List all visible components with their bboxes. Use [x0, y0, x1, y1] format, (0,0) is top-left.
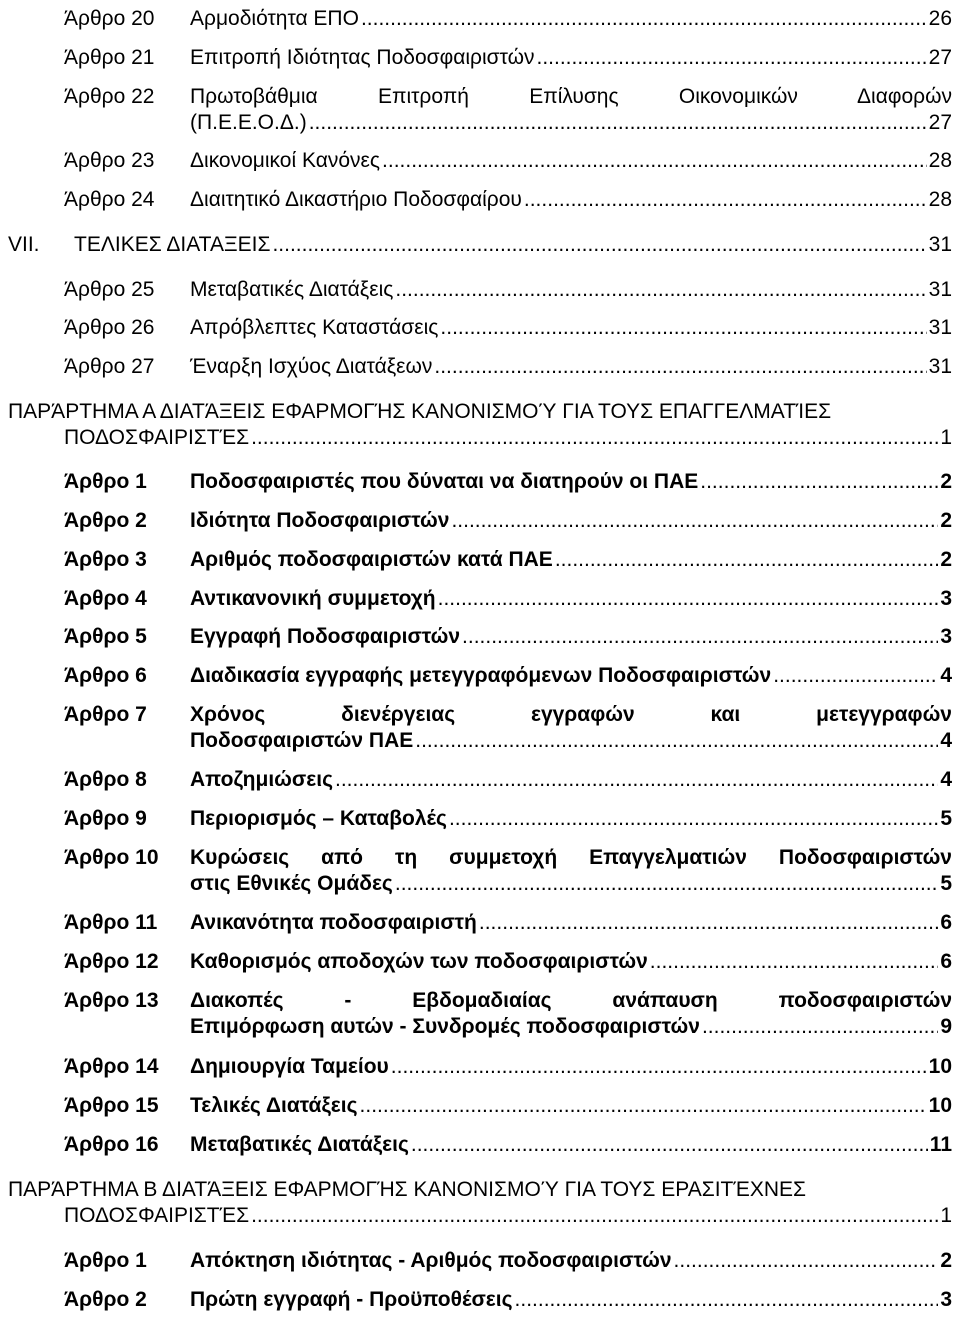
article-title: Αριθμός ποδοσφαιριστών κατά ΠΑΕ: [190, 548, 553, 571]
appendix-title-line2: ΠΟΔΟΣΦΑΙΡΙΣΤΈΣ: [64, 1204, 250, 1227]
toc-entry-a-article-3: [64, 547, 952, 573]
article-number: Άρθρο 14: [64, 1055, 159, 1078]
article-title: Δημιουργία Ταμείου: [190, 1055, 389, 1078]
toc-entry-a-article-8: [64, 767, 952, 793]
toc-entry-b-article-2: [64, 1287, 952, 1313]
page-number: 4: [940, 729, 952, 752]
toc-entry-a-article-9: [64, 806, 952, 832]
article-number: Άρθρο 6: [64, 664, 147, 687]
article-title: Μεταβατικές Διατάξεις: [190, 278, 394, 301]
page-number: 3: [940, 587, 952, 610]
dot-leader: [700, 469, 938, 495]
article-title-line1: Πρωτοβάθμια Επιτροπή Επίλυσης Οικονομικών Διαφορών: [190, 85, 952, 108]
article-number: Άρθρο 2: [64, 509, 147, 532]
page-number: 9: [940, 1015, 952, 1038]
article-number: Άρθρο 16: [64, 1133, 159, 1156]
dot-leader: [335, 767, 938, 793]
article-title: (Π.Ε.Ε.Ο.Δ.): [190, 111, 307, 134]
toc-entry-a-article-15: [64, 1093, 952, 1119]
page-number: 11: [929, 1133, 952, 1156]
dot-leader: [451, 508, 938, 534]
article-title: Ποδοσφαιριστές που δύναται να διατηρούν οι ΠΑΕ: [190, 470, 699, 493]
page-number: 2: [940, 470, 952, 493]
toc-entry-a-article-13: [64, 988, 952, 1040]
article-number: Άρθρο 10: [64, 846, 159, 869]
article-number: Άρθρο 12: [64, 950, 159, 973]
page-number: 6: [940, 950, 952, 973]
article-number: Άρθρο 5: [64, 625, 147, 648]
toc-entry-article-26: [64, 315, 952, 341]
toc-entry-a-article-4: [64, 586, 952, 612]
page-number: 2: [940, 1249, 952, 1272]
dot-leader: [395, 871, 938, 897]
page-number: 3: [940, 625, 952, 648]
article-number: Άρθρο 9: [64, 807, 147, 830]
toc-entry-article-24: [64, 187, 952, 213]
toc-entry-a-article-2: [64, 508, 952, 534]
toc-entry-article-21: [64, 45, 952, 71]
article-number: Άρθρο 24: [64, 188, 155, 211]
toc-appendix-b: [8, 1177, 952, 1229]
toc-appendix-a: [8, 399, 952, 451]
article-number: Άρθρο 8: [64, 768, 147, 791]
page-number: 28: [928, 188, 952, 211]
dot-leader: [537, 45, 927, 71]
toc-entry-a-article-7: [64, 702, 952, 754]
article-title-line1: Διακοπές - Εβδομαδιαίας ανάπαυση ποδοσφαιριστών: [190, 989, 952, 1012]
toc-section-vii: [8, 232, 952, 258]
article-number: Άρθρο 7: [64, 703, 147, 726]
article-title: Περιορισμός – Καταβολές: [190, 807, 447, 830]
dot-leader: [438, 586, 939, 612]
article-title: Ιδιότητα Ποδοσφαιριστών: [190, 509, 450, 532]
article-number: Άρθρο 13: [64, 989, 159, 1012]
dot-leader: [479, 910, 938, 936]
toc-entry-a-article-16: [64, 1132, 952, 1158]
dot-leader: [251, 425, 938, 451]
toc-entry-a-article-11: [64, 910, 952, 936]
toc-entry-article-27: [64, 354, 952, 380]
dot-leader: [272, 232, 926, 258]
page-number: 31: [928, 233, 952, 256]
dot-leader: [309, 110, 927, 136]
dot-leader: [395, 277, 926, 303]
page-number: 31: [928, 316, 952, 339]
article-title: στις Εθνικές Ομάδες: [190, 872, 393, 895]
page-number: 31: [928, 278, 952, 301]
article-title: Καθορισμός αποδοχών των ποδοσφαιριστών: [190, 950, 648, 973]
appendix-title-line1: ΠΑΡΆΡΤΗΜΑ Β ΔΙΑΤΆΞΕΙΣ ΕΦΑΡΜΟΓΉΣ ΚΑΝΟΝΙΣΜΟΎ ΓΙΑ ΤΟΥΣ ΕΡΑΣΙΤΈΧΝΕΣ: [8, 1178, 806, 1201]
dot-leader: [440, 315, 926, 341]
page-number: 10: [928, 1094, 952, 1117]
page-number: 4: [940, 768, 952, 791]
page-number: 5: [940, 872, 952, 895]
page-number: 3: [940, 1288, 952, 1311]
article-number: Άρθρο 26: [64, 316, 155, 339]
article-title: Έναρξη Ισχύος Διατάξεων: [190, 355, 433, 378]
toc-entry-article-20: [64, 6, 952, 32]
toc-entry-a-article-5: [64, 624, 952, 650]
page-number: 27: [928, 111, 952, 134]
toc-entry-b-article-1: [64, 1248, 952, 1274]
dot-leader: [702, 1014, 938, 1040]
dot-leader: [524, 187, 927, 213]
article-title: Πρώτη εγγραφή - Προϋποθέσεις: [190, 1288, 513, 1311]
article-number: Άρθρο 3: [64, 548, 147, 571]
dot-leader: [674, 1248, 939, 1274]
dot-leader: [462, 624, 938, 650]
article-title: Τελικές Διατάξεις: [190, 1094, 358, 1117]
article-number: Άρθρο 25: [64, 278, 155, 301]
appendix-title-line2: ΠΟΔΟΣΦΑΙΡΙΣΤΈΣ: [64, 426, 250, 449]
article-title: Δικονομικοί Κανόνες: [190, 149, 381, 172]
article-title: Διαιτητικό Δικαστήριο Ποδοσφαίρου: [190, 188, 522, 211]
dot-leader: [360, 1093, 927, 1119]
article-number: Άρθρο 22: [64, 85, 155, 108]
page-number: 1: [940, 1204, 952, 1227]
dot-leader: [515, 1287, 939, 1313]
article-title-line1: Κυρώσεις από τη συμμετοχή Επαγγελματιών Ποδοσφαιριστών: [190, 846, 952, 869]
page-number: 31: [928, 355, 952, 378]
toc-entry-a-article-1: [64, 469, 952, 495]
article-number: Άρθρο 11: [64, 911, 158, 934]
article-title: Αρμοδιότητα ΕΠΟ: [190, 7, 359, 30]
article-number: Άρθρο 21: [64, 46, 155, 69]
dot-leader: [251, 1203, 938, 1229]
toc-entry-a-article-12: [64, 949, 952, 975]
article-title: Ανικανότητα ποδοσφαιριστή: [190, 911, 477, 934]
page-number: 1: [940, 426, 952, 449]
page-number: 2: [940, 548, 952, 571]
dot-leader: [773, 663, 938, 689]
article-title: Εγγραφή Ποδοσφαιριστών: [190, 625, 461, 648]
dot-leader: [434, 354, 926, 380]
toc-entry-a-article-6: [64, 663, 952, 689]
article-number: Άρθρο 1: [64, 1249, 147, 1272]
article-number: Άρθρο 1: [64, 470, 147, 493]
page-number: 5: [940, 807, 952, 830]
appendix-title-line1: ΠΑΡΆΡΤΗΜΑ Α ΔΙΑΤΆΞΕΙΣ ΕΦΑΡΜΟΓΉΣ ΚΑΝΟΝΙΣΜΟΎ ΓΙΑ ΤΟΥΣ ΕΠΑΓΓΕΛΜΑΤΊΕΣ: [8, 400, 832, 423]
article-title: Αντικανονική συμμετοχή: [190, 587, 436, 610]
page-number: 6: [940, 911, 952, 934]
section-number: VII.: [8, 233, 40, 256]
article-number: Άρθρο 15: [64, 1094, 159, 1117]
article-title: Αποζημιώσεις: [190, 768, 333, 791]
toc-entry-article-25: [64, 277, 952, 303]
article-number: Άρθρο 27: [64, 355, 155, 378]
page-number: 26: [928, 7, 952, 30]
article-number: Άρθρο 4: [64, 587, 147, 610]
toc-entry-article-22: [64, 84, 952, 136]
article-number: Άρθρο 2: [64, 1288, 147, 1311]
article-title: Ποδοσφαιριστών ΠΑΕ: [190, 729, 414, 752]
article-title: Επιτροπή Ιδιότητας Ποδοσφαιριστών: [190, 46, 535, 69]
page-number: 27: [928, 46, 952, 69]
article-title: Επιμόρφωση αυτών - Συνδρομές ποδοσφαιριστών: [190, 1015, 700, 1038]
article-title-line1: Χρόνος διενέργειας εγγραφών και μετεγγραφών: [190, 703, 952, 726]
toc-entry-a-article-14: [64, 1054, 952, 1080]
section-title: ΤΕΛΙΚΕΣ ΔΙΑΤΑΞΕΙΣ: [74, 233, 271, 256]
page-number: 10: [928, 1055, 952, 1078]
article-title: Μεταβατικές Διατάξεις: [190, 1133, 409, 1156]
dot-leader: [555, 547, 938, 573]
toc-entry-a-article-10: [64, 845, 952, 897]
article-number: Άρθρο 23: [64, 149, 155, 172]
dot-leader: [411, 1132, 928, 1158]
page-number: 2: [940, 509, 952, 532]
article-title: Απόκτηση ιδιότητας - Αριθμός ποδοσφαιριστών: [190, 1249, 672, 1272]
dot-leader: [449, 806, 938, 832]
dot-leader: [415, 728, 938, 754]
dot-leader: [361, 6, 927, 32]
article-number: Άρθρο 20: [64, 7, 155, 30]
page-number: 4: [940, 664, 952, 687]
page-number: 28: [928, 149, 952, 172]
article-title: Διαδικασία εγγραφής μετεγγραφόμενων Ποδοσφαιριστών: [190, 664, 772, 687]
dot-leader: [382, 148, 927, 174]
toc-entry-article-23: [64, 148, 952, 174]
dot-leader: [391, 1054, 927, 1080]
article-title: Απρόβλεπτες Καταστάσεις: [190, 316, 439, 339]
dot-leader: [650, 949, 939, 975]
